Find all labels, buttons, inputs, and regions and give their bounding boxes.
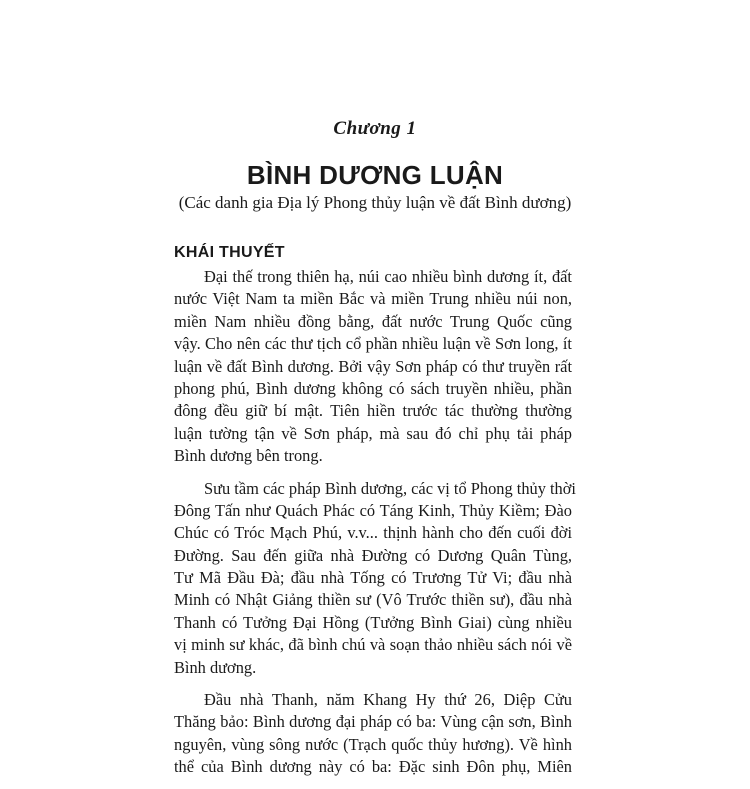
text-line: Đại thế trong thiên hạ, núi cao nhiều bình dương ít, đất	[204, 267, 572, 286]
paragraph-3	[174, 689, 572, 779]
paragraph-1	[174, 266, 572, 468]
text-line: luận tường tận về Sơn pháp, mà sau đó chỉ phụ tải pháp	[174, 423, 572, 443]
paragraph-2	[174, 478, 576, 680]
text-line: nguyên, vùng sông nước (Trạch quốc thủy hương). Về hình	[174, 734, 572, 754]
text-line: Tư Mã Đầu Đà; đầu nhà Tống có Trương Tử Vi; đầu nhà	[174, 568, 572, 588]
text-line: Đường. Sau đến giữa nhà Đường có Dương Quân Tùng,	[174, 545, 572, 565]
chapter-subtitle: (Các danh gia Địa lý Phong thủy luận về đất Bình dương)	[178, 193, 572, 212]
text-line: Bình dương.	[174, 657, 257, 677]
body-text	[174, 266, 576, 789]
text-line: nước Việt Nam ta miền Bắc và miền Trung nhiều núi non,	[174, 289, 572, 309]
text-line: Đông Tấn như Quách Phác có Táng Kinh, Thủy Kiềm; Đào	[174, 500, 572, 520]
text-line: Minh có Nhật Giảng thiền sư (Vô Trước thiền sư), đầu nhà	[174, 590, 572, 610]
text-line: đông đều giữ bí mật. Tiên hiền trước tác thường thường	[174, 401, 572, 421]
text-line: miền Nam nhiều đồng bằng, đất nước Trung Quốc cũng	[174, 311, 572, 331]
text-line: Sưu tầm các pháp Bình dương, các vị tổ Phong thủy thời	[204, 478, 576, 498]
text-line: vị minh sư khác, đã bình chú và soạn thảo nhiều sách nói về	[174, 635, 572, 655]
text-line: Chúc có Tróc Mạch Phú, v.v... thịnh hành cho đến cuối đời	[174, 523, 572, 543]
text-line: Thăng bảo: Bình dương đại pháp có ba: Vùng cận sơn, Bình	[174, 712, 572, 732]
text-line: Bình dương bên trong.	[174, 446, 323, 466]
section-heading: KHÁI THUYẾT	[174, 244, 285, 261]
chapter-title: BÌNH DƯƠNG LUẬN	[246, 160, 504, 190]
text-line: thể của Bình dương này có ba: Đặc sinh Đôn phụ, Miên	[174, 757, 572, 777]
text-line: Thanh có Tưởng Đại Hồng (Tưởng Bình Giai) cùng nhiều	[174, 612, 572, 632]
text-line: Đầu nhà Thanh, năm Khang Hy thứ 26, Diệp Cửu	[204, 690, 572, 710]
text-line: luận về đất Bình dương. Bởi vậy Sơn pháp có thư truyền rất	[174, 356, 572, 376]
chapter-label: Chương 1	[333, 118, 417, 139]
text-line: phong phú, Bình dương không có sách truyền nhiều, phần	[174, 378, 572, 398]
text-line: vậy. Cho nên các thư tịch cổ phần nhiều luận về Sơn long, ít	[174, 334, 572, 354]
